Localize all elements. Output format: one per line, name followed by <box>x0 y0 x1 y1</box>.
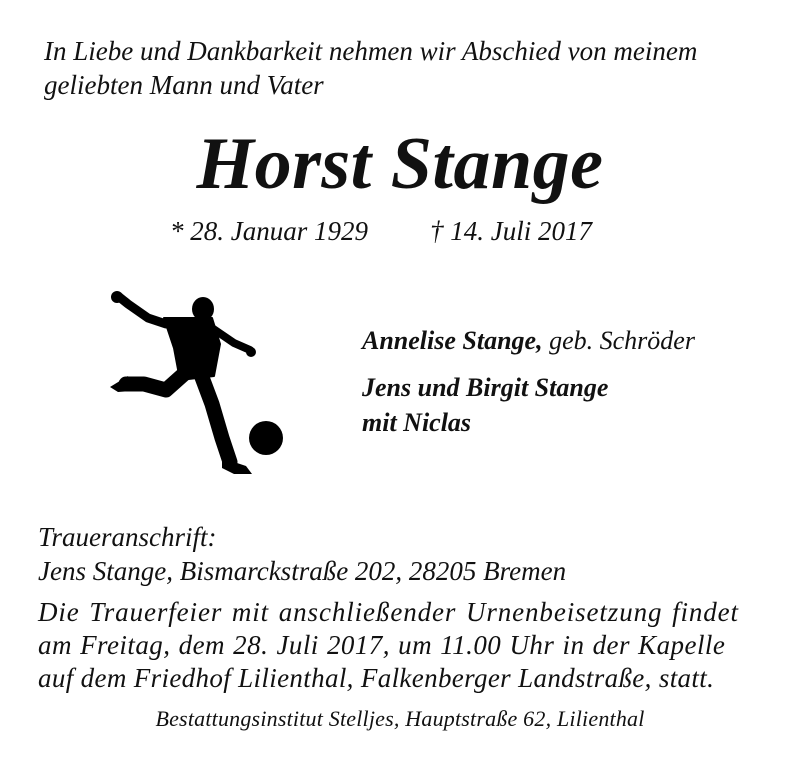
mourning-address <box>38 520 566 588</box>
spouse-line <box>362 326 695 356</box>
service-line-2: am Freitag, dem 28. Juli 2017, um 11.00 Uhr in der Kapelle <box>38 630 726 660</box>
service-line-1: Die Trauerfeier mit anschließender Urnenbeisetzung findet <box>38 597 739 627</box>
spouse-name: Annelise Stange, <box>362 326 543 355</box>
service-info <box>38 596 739 695</box>
funeral-home-footer: Bestattungsinstitut Stelljes, Hauptstraße 62, Lilienthal <box>155 706 645 731</box>
intro-line-1: In Liebe und Dankbarkeit nehmen wir Abschied von meinem <box>44 36 698 66</box>
children-line-1: Jens und Birgit Stange <box>362 373 609 402</box>
life-dates <box>170 216 592 247</box>
birth-date: * 28. Januar 1929 <box>170 216 368 246</box>
children-line-2: mit Niclas <box>362 408 472 437</box>
service-line-3: auf dem Friedhof Lilienthal, Falkenberger Landstraße, statt. <box>38 663 715 693</box>
spouse-maiden-name: geb. Schröder <box>549 326 695 355</box>
deceased-name: Horst Stange <box>196 123 604 205</box>
address-label: Traueranschrift: <box>38 522 217 552</box>
intro-text <box>44 34 697 102</box>
address-value: Jens Stange, Bismarckstraße 202, 28205 Bremen <box>38 556 567 586</box>
children-block <box>362 370 608 440</box>
soccer-player-icon <box>104 288 289 483</box>
intro-line-2: geliebten Mann und Vater <box>44 70 324 100</box>
death-date: † 14. Juli 2017 <box>430 216 592 246</box>
